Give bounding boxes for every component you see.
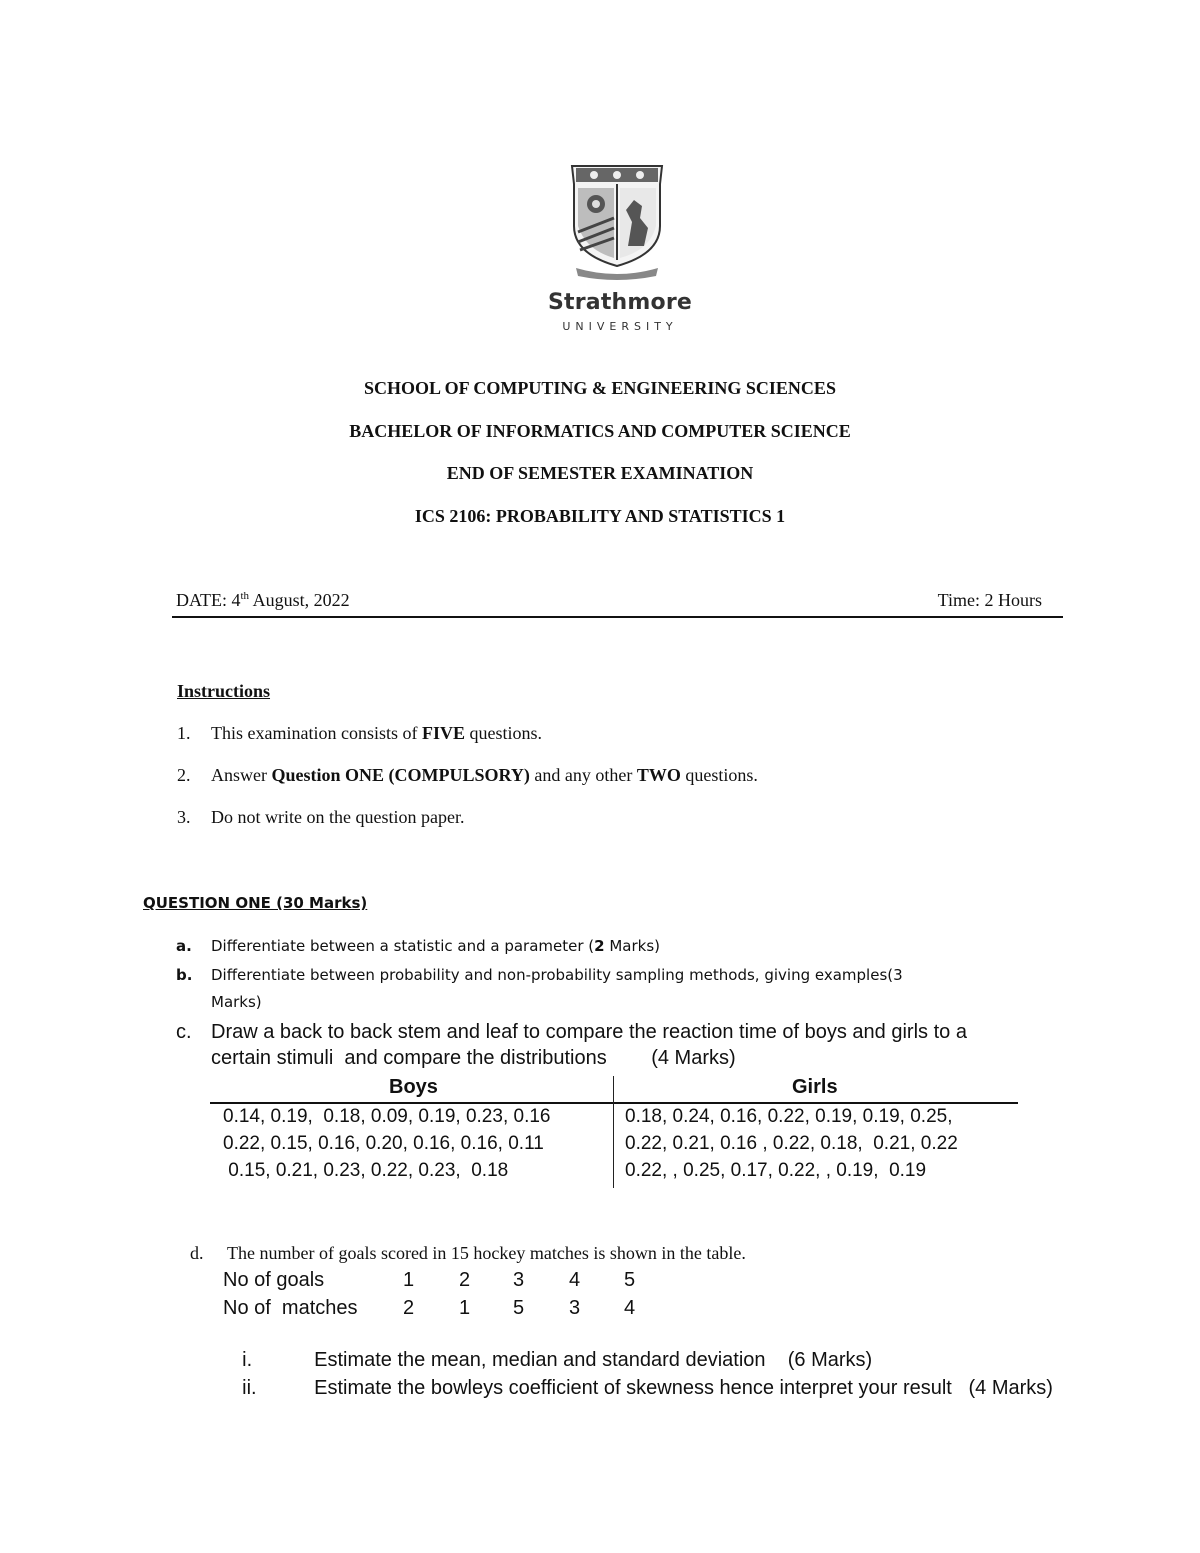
- goals-value: 5: [624, 1269, 636, 1291]
- date-time-row: [176, 590, 1042, 618]
- instructions-title: Instructions: [177, 681, 271, 701]
- university-name: Strathmore: [547, 290, 693, 315]
- matches-value: 1: [459, 1297, 471, 1319]
- exam-header: END OF SEMESTER EXAMINATION: [446, 463, 754, 483]
- question-one-title: QUESTION ONE (30 Marks): [143, 894, 368, 912]
- exam-date: DATE: 4th August, 2022: [176, 590, 350, 610]
- table-header-boys: Boys: [389, 1076, 438, 1098]
- question-b-continued: Marks): [211, 993, 262, 1011]
- question-d-i: i. Estimate the mean, median and standard deviation (6 Marks): [242, 1349, 873, 1371]
- boys-row: 0.22, 0.15, 0.16, 0.20, 0.16, 0.16, 0.11: [223, 1133, 544, 1154]
- goals-value: 2: [459, 1269, 471, 1291]
- question-c-continued: certain stimuli and compare the distributions (4 Marks): [211, 1047, 736, 1069]
- matches-value: 4: [624, 1297, 636, 1319]
- table-header-girls: Girls: [792, 1076, 838, 1098]
- instruction-item: 1. This examination consists of FIVE questions.: [177, 723, 543, 743]
- girls-row: 0.22, 0.21, 0.16 , 0.22, 0.18, 0.21, 0.22: [625, 1133, 958, 1154]
- table-header-rule: [210, 1102, 1018, 1104]
- goals-value: 4: [569, 1269, 581, 1291]
- exam-duration: Time: 2 Hours: [937, 590, 1042, 610]
- question-c: c. Draw a back to back stem and leaf to compare the reaction time of boys and girls to a: [176, 1021, 967, 1043]
- matches-row: [223, 1297, 643, 1323]
- instruction-item: 2. Answer Question ONE (COMPULSORY) and any other TWO questions.: [177, 765, 758, 785]
- university-subtitle: UNIVERSITY: [562, 320, 678, 333]
- matches-value: 3: [569, 1297, 581, 1319]
- course-header: ICS 2106: PROBABILITY AND STATISTICS 1: [414, 506, 786, 526]
- instruction-item: 3. Do not write on the question paper.: [177, 807, 465, 827]
- school-header: SCHOOL OF COMPUTING & ENGINEERING SCIENCES: [364, 378, 836, 398]
- goals-value: 1: [403, 1269, 415, 1291]
- question-b: b. Differentiate between probability and non-probability sampling methods, giving examples(3: [176, 966, 903, 984]
- question-d-ii: ii. Estimate the bowleys coefficient of skewness hence interpret your result (4 Marks): [242, 1377, 1053, 1399]
- university-crest-logo: [566, 162, 668, 282]
- goals-value: 3: [513, 1269, 525, 1291]
- matches-value: 2: [403, 1297, 415, 1319]
- goals-row: [223, 1269, 643, 1295]
- boys-row: 0.15, 0.21, 0.23, 0.22, 0.23, 0.18: [223, 1160, 509, 1181]
- question-d: d. The number of goals scored in 15 hockey matches is shown in the table.: [190, 1243, 746, 1263]
- program-header: BACHELOR OF INFORMATICS AND COMPUTER SCIENCE: [349, 421, 851, 441]
- girls-row: 0.18, 0.24, 0.16, 0.22, 0.19, 0.19, 0.25,: [625, 1106, 953, 1127]
- header-divider: [172, 616, 1063, 618]
- goals-label: No of goals: [223, 1269, 325, 1291]
- matches-value: 5: [513, 1297, 525, 1319]
- table-column-divider: [613, 1076, 614, 1188]
- girls-row: 0.22, , 0.25, 0.17, 0.22, , 0.19, 0.19: [625, 1160, 927, 1181]
- boys-row: 0.14, 0.19, 0.18, 0.09, 0.19, 0.23, 0.16: [223, 1106, 551, 1127]
- question-a: a. Differentiate between a statistic and a parameter (2 Marks): [176, 937, 661, 955]
- matches-label: No of matches: [223, 1297, 358, 1319]
